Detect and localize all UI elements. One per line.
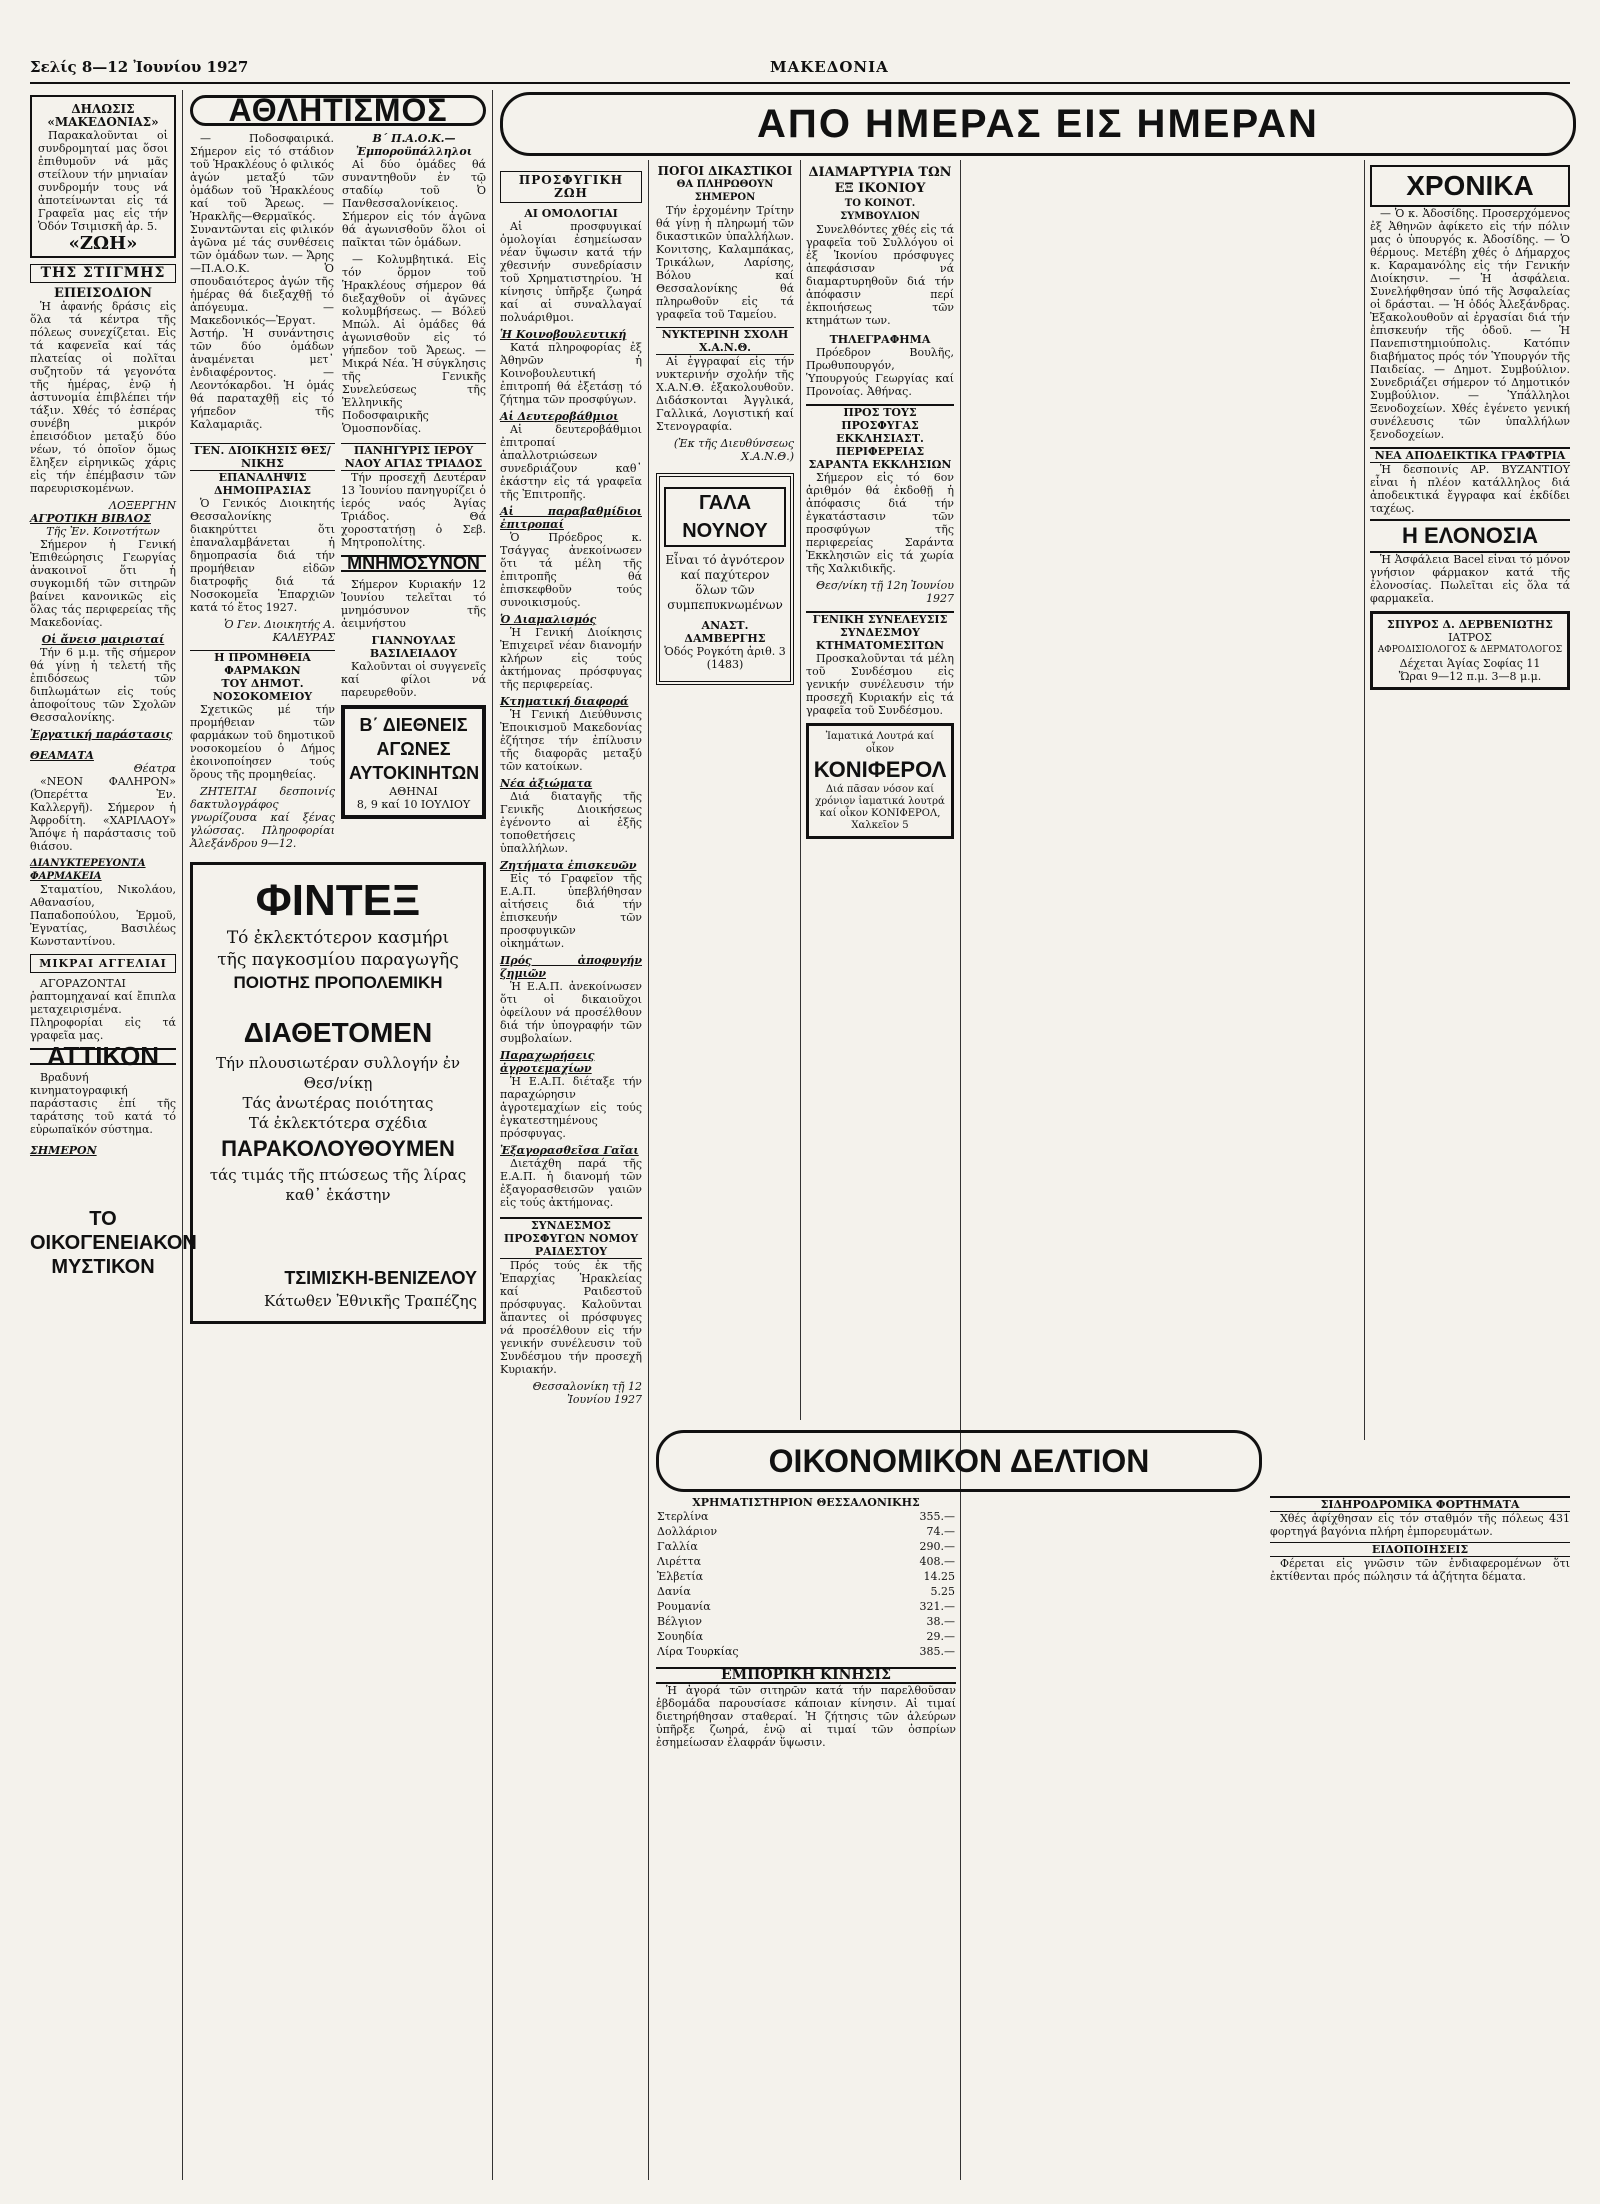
exagorasi-text: Διετάχθη παρά τῆς Ε.Α.Π. ἡ διανομή τῶν ἐξαγορασθεισῶν γαιῶν εἰς τούς ἀκτήμονας. [500, 1157, 642, 1209]
rate-row [656, 1629, 956, 1644]
gala-ad [656, 473, 794, 685]
epitropai-heading: Αἱ παραβαθμίδιοι ἐπιτροπαί [500, 505, 642, 531]
attikon-text: Βραδυνή κινηματογραφική παράστασις ἐπί τῆς ταράτσης τοῦ κατά τό εὐρωπαϊκόν σύστημα. [30, 1071, 176, 1136]
mnimosynon-name: ΓΙΑΝΝΟΥΛΑΣ ΒΑΣΙΛΕΙΑΔΟΥ [369, 634, 458, 660]
column-4 [656, 165, 794, 1420]
epitropai-text: Ὁ Πρόεδρος κ. Τσάγγας ἀνεκοίνωσεν ὅτι τά μέλη τῆς ἐπιτροπῆς θά ἐπισκεφθοῦν τούς συνοικισμούς. [500, 531, 642, 609]
rate-value: 38.— [926, 1615, 955, 1628]
genikh-text: Προσκαλοῦνται τά μέλη τοῦ Συνδέσμου εἰς γενικήν συνέλευσιν τήν προσεχῆ Κυριακήν εἰς τά γραφεῖα τοῦ Συνδέσμου. [806, 652, 954, 717]
nykteriki-heading: ΝΥΚΤΕΡΙΝΗ ΣΧΟΛΗ Χ.Α.Ν.Θ. [656, 327, 794, 355]
koniferol-text: Διά πᾶσαν νόσον καί χρόνιον ἰαματικά λουτρά καί οἶκον ΚΟΝΙΦΕΡΟΛ, Χαλκεῖον 5 [815, 784, 945, 831]
deuterovathmioi-heading: Αἱ Δευτεροβάθμιοι [500, 410, 619, 423]
rate-value: 74.— [926, 1525, 955, 1538]
oikonomikon-heading: ΟΙΚΟΝΟΜΙΚΟΝ ΔΕΛΤΙΟΝ [656, 1430, 1262, 1492]
rate-value: 14.25 [923, 1570, 955, 1583]
rate-value: 408.— [919, 1555, 955, 1568]
elonosia-heading: Η ΕΛΟΝΟΣΙΑ [1370, 519, 1570, 553]
pogoi-text: Τήν ἐρχομένην Τρίτην θά γίνῃ ἡ πληρωμή τῶν δικαστικῶν ὑπαλλήλων. Κονιτσης, Καλαμπάκας, Τρικάλων, Λαρίσης, Βόλου καί Θεσσαλονίκης θά πληρωθοῦν εἰς τά γραφεῖα τοῦ Ταμείου. [656, 204, 794, 321]
rate-value: 290.— [919, 1540, 955, 1553]
rate-row [656, 1524, 956, 1539]
fintex-line-8: ΠΑΡΑΚΟΛΟΥΘΟΥΜΕΝ [221, 1136, 455, 1161]
xrimat-heading: ΧΡΗΜΑΤΙΣΤΗΡΙΟΝ ΘΕΣΣΑΛΟΝΙΚΗΣ [692, 1496, 920, 1509]
syndesmos-heading: ΣΥΝΔΕΣΜΟΣ ΠΡΟΣΦΥΓΩΝ ΝΟΜΟΥ ΡΑΙΔΕΣΤΟΥ [500, 1217, 642, 1259]
film-title: ΤΟ ΟΙΚΟΓΕΝΕΙΑΚΟΝ ΜΥΣΤΙΚΟΝ [30, 1208, 197, 1278]
ktimatiki-text: Ἡ Γενική Διεύθυνσις Ἐποικισμοῦ Μακεδονίας ἐζήτησε τήν ἐπίλυσιν τῆς διαφορᾶς μεταξύ τῶν κατοίκων. [500, 708, 642, 773]
gala-text: Εἶναι τό ἀγνότερον καί παχύτερον ὅλων τῶν συμπεπυκνωμένων [665, 553, 785, 612]
rate-value: 355.— [919, 1510, 955, 1523]
genikh-heading: ΓΕΝΙΚΗ ΣΥΝΕΛΕΥΣΙΣ ΣΥΝΔΕΣΜΟΥ ΚΤΗΜΑΤΟΜΕΣΙΤΩΝ [806, 611, 954, 652]
fintex-line-3: ΠΟΙΟΤΗΣ ΠΡΟΠΟΛΕΜΙΚΗ [233, 973, 443, 992]
diamartyria-text: Συνελθόντες χθές εἰς τά γραφεῖα τοῦ Συλλόγου οἱ ἐξ Ἰκονίου πρόσφυγες ἀπεφάσισαν νά διαμαρτυρηθοῦν διά τήν ἀπόφασιν περί ἐκποιήσεως τῶν κτημάτων των. [806, 223, 954, 327]
prosfyges-text: Σήμερον εἰς τό 6ον ἀριθμόν θά ἐκδοθῇ ἡ ἀπόφασις διά τήν ἐγκατάστασιν τῶν προσφύγων τῆς περιφερείας Σαράντα Ἐκκλησιῶν εἰς τά χωρία τῆς Χαλκιδικῆς. [806, 471, 954, 575]
gala-addr: Ὁδός Ρογκότη ἀριθ. 3 [664, 645, 786, 658]
farmakeia-heading: ΔΙΑΝΥΚΤΕΡΕΥΟΝΤΑ ΦΑΡΜΑΚΕΙΑ [30, 858, 146, 882]
fortotika-heading: ΣΙΔΗΡΟΔΡΟΜΙΚΑ ΦΟΡΤΗΜΑΤΑ [1270, 1496, 1570, 1512]
rate-value: 29.— [926, 1630, 955, 1643]
sports-title: ΑΘΛΗΤΙΣΜΟΣ [228, 92, 448, 128]
fintex-line-4: ΔΙΑΘΕΤΟΜΕΝ [243, 1017, 433, 1048]
main-banner: ΑΠΟ ΗΜΕΡΑΣ ΕΙΣ ΗΜΕΡΑΝ [500, 92, 1576, 156]
gala-num: (1483) [706, 658, 744, 671]
fintex-line-5: Τήν πλουσιωτέραν συλλογήν ἐν Θεσ/νίκῃ [215, 1054, 461, 1092]
nea-apod-text: Ἡ δεσποινίς ΑΡ. ΒΥΖΑΝΤΙΟΥ εἶναι ἡ πλέον κατάλληλος διά ἀποδεικτικά ἔγγραφα καί ἐκδίδει ταχέως. [1370, 463, 1570, 515]
mikrai-text: ΑΓΟΡΑΖΟΝΤΑΙ ῥαπτομηχαναί καί ἔπιπλα μεταχειρισμένα. Πληροφορίαι εἰς τά γραφεῖα μας. [30, 977, 176, 1042]
iatros-spec: ΑΦΡΟΔΙΣΙΟΛΟΓΟΣ & ΔΕΡΜΑΤΟΛΟΓΟΣ [1377, 645, 1563, 655]
deuterovathmioi-text: Αἱ δευτεροβάθμιοι ἐπιτροπαί ἀπαλλοτριώσεων συνεδριάζουν καθ᾽ ἑκάστην εἰς τά γραφεῖα τῆς Ἐπιτροπῆς. [500, 423, 642, 501]
koinoboulevtiki-heading: Ἡ Κοινοβουλευτική [500, 328, 627, 341]
farmaka-sub: ΤΟΥ ΔΗΜΟΤ. ΝΟΣΟΚΟΜΕΙΟΥ [212, 677, 313, 703]
omologiai-text: Αἱ προσφυγικαί ὁμολογίαι ἐσημείωσαν νέαν ὕψωσιν κατά τήν χθεσινήν συνεδρίασιν τοῦ Χρηματιστηρίου. Ἡ κίνησις ὑπῆρξε ζωηρά καί αἱ συναλλαγαί πολυάριθμοι. [500, 220, 642, 324]
fintex-line-9: τάς τιμάς τῆς πτώσεως τῆς λίρας [209, 1166, 467, 1184]
panigyris-title: ΠΑΝΗΓΥΡΙΣ ΙΕΡΟΥ ΝΑΟΥ ΑΓΙΑΣ ΤΡΙΑΔΟΣ [341, 443, 486, 471]
rates-table [656, 1509, 956, 1659]
fintex-line-1: Τό ἐκλεκτότερον κασμήρι [226, 928, 450, 948]
column-5b [966, 165, 1358, 1420]
zitimata-heading: Ζητήματα ἐπισκευῶν [500, 859, 637, 872]
agrotiki-sub: Τῆς Ἐν. Κοινοτήτων [46, 525, 160, 538]
xronika-heading: ΧΡΟΝΙΚΑ [1370, 165, 1570, 207]
ergatiki-heading: Ἐργατική παράστασις [30, 728, 173, 741]
sports-text-2: Αἱ δύο ὁμάδες θά συναντηθοῦν ἐν τῷ σταδίῳ τοῦ Ὀ Πανθεσσαλονίκειος. Σήμερον εἰς τόν ἀγῶνα θά ἀγωνισθοῦν ὅλοι οἱ παῖκται τῶν ὁμάδων. [342, 158, 486, 249]
anisi-heading: Οἱ ἄνεισ μαιρισταί [41, 633, 165, 646]
page-header [30, 58, 1570, 80]
emporiki-text: Ἡ ἀγορά τῶν σιτηρῶν κατά τήν παρελθοῦσαν ἑβδομάδα παρουσίασε κάποιαν κίνησιν. Αἱ τιμαί διετηρήθησαν σταθεραί. Ἡ ζήτησις τῶν ἀλεύρων ὑπῆρξε ζωηρά, ἐνῷ αἱ τιμαί τῶν ὀσπρίων ἐσημείωσαν ἐλαφράν ὕψωσιν. [656, 1684, 956, 1749]
apofygi-heading: Πρός ἀποφυγήν ζημιῶν [500, 954, 642, 980]
iatros-addr: Δέχεται Ἁγίας Σοφίας 11 [1399, 657, 1541, 670]
notice-title: ΔΗΛΩΣΙΣ «ΜΑΚΕΔΟΝΙΑΣ» [47, 102, 159, 129]
nea-axiomata-heading: Νέα ἀξιώματα [500, 777, 593, 790]
prosfyges-sign: Θεσ/νίκη τῇ 12η Ἰουνίου 1927 [815, 579, 954, 605]
agones-date: 8, 9 καί 10 ΙΟΥΛΙΟΥ [356, 798, 471, 811]
diamartyria-heading: ΔΙΑΜΑΡΤΥΡΙΑ ΤΩΝ ΕΞ ΙΚΟΝΙΟΥ [808, 165, 952, 196]
gala-title: ΓΑΛΑ ΝΟΥΝΟΥ [664, 487, 786, 547]
nykteriki-text: Αἱ ἐγγραφαί εἰς τήν νυκτερινήν σχολήν τῆς Χ.Α.Ν.Θ. ἐξακολουθοῦν. Διδάσκονται Ἀγγλικά, Γαλλικά, Λογιστική καί Στενογραφία. [656, 355, 794, 433]
column-2 [190, 92, 486, 2180]
pogoi-heading: ΠΟΓΟΙ ΔΙΚΑΣΤΙΚΟΙ [657, 164, 793, 178]
dioikisis-title: ΓΕΝ. ΔΙΟΙΚΗΣΙΣ ΘΕΣ/ΝΙΚΗΣ [190, 443, 335, 471]
syndesmos-sign: Θεσσαλονίκη τῇ 12 Ἰουνίου 1927 [532, 1380, 642, 1406]
mid-blocks [190, 443, 486, 854]
episodion-heading: ΕΠΕΙΣΟΔΙΟΝ [53, 286, 153, 301]
farmaka-title: Η ΠΡΟΜΗΘΕΙΑ ΦΑΡΜΑΚΩΝ [190, 650, 335, 677]
dioikisis-sign: Ὁ Γεν. Διοικητής Α. ΚΑΛΕΥΡΑΣ [224, 618, 335, 644]
header-date: Σελίς 8—12 Ἰουνίου 1927 [30, 58, 249, 76]
dimarxia-heading: Ὁ Διαμαλισμός [500, 613, 597, 626]
attikon-title: ΑΤΤΙΚΟΝ [30, 1048, 176, 1065]
nykteriki-sign: (Ἐκ τῆς Διευθύνσεως Χ.Α.Ν.Θ.) [673, 437, 794, 463]
diamartyria-sub: ΤΟ ΚΟΙΝΟΤ. ΣΥΜΒΟΥΛΙΟΝ [840, 198, 920, 222]
dioikisis-text: Ὁ Γενικός Διοικητής Θεσσαλονίκης διακηρύττει ὅτι ἐπαναλαμβάνεται ἡ δημοπρασία διά τήν προμήθειαν εἰδῶν διατροφῆς διά τά Νοσοκομεῖα Ἐπαρχιῶν κατά τό ἔτος 1927. [190, 497, 335, 614]
sports-text-3: — Κολυμβητικά. Εἰς τόν ὅρμον τοῦ Ἡρακλέους σήμερον θά διεξαχθοῦν οἱ ἀγῶνες κολυμβήσεως. — Βόλεϋ Μπώλ. Αἱ ὁμάδες θά ἀγωνισθοῦν εἰς τό γήπεδον τοῦ Ἄρεως. — Μικρά Νέα. Ἡ σύγκλησις τῆς Γενικῆς Συνελεύσεως τῆς Ἑλληνικῆς Ποδοσφαιρικῆς Ὁμοσπονδίας. [342, 253, 486, 435]
eidopoiiseis-text: Φέρεται εἰς γνῶσιν τῶν ἐνδιαφερομένων ὅτι ἐκτίθενται πρός πώλησιν τά ἀζήτητα δέματα. [1270, 1557, 1570, 1583]
theamata-text: «ΝΕΟΝ ΦΑΛΗΡΟΝ» (Ὀπερέττα Ἐν. Καλλεργῆ). Σήμερον ἡ Ἀφροδίτη. «ΧΑΡΙΛΑΟΥ» Ἄπόψε ἡ παράστασις τοῦ θιάσου. [30, 775, 176, 853]
episodion-text: Ἡ ἀφανής δράσις εἰς ὅλα τά κέντρα τῆς πόλεως συνεχίζεται. Εἰς τά καφενεῖα καί τάς πλατείας οἱ πολῖται συζητοῦν τά γεγονότα τῆς ἡμέρας, ἐνῷ ἡ ἀστυνομία ἐπιβλέπει τήν τάξιν. Χθές τό ἑσπέρας συνέβη μικρόν ἐπεισόδιον μεταξύ δύο νέων, τό ὁποῖον ὅμως ἔληξεν εἰρηνικῶς χάρις εἰς τήν ἐπέμβασιν τῶν παρευρισκομένων. [30, 300, 176, 495]
col-divider-3 [648, 160, 649, 2180]
dioikisis-sub: ΕΠΑΝΑΛΗΨΙΣ ΔΗΜΟΠΡΑΣΙΑΣ [213, 471, 312, 497]
mnimosynon-title: ΜΝΗΜΟΣΥΝΟΝ [341, 555, 486, 572]
farmakeia-text: Σταματίου, Νικολάου, Αθανασίου, Παπαδοπούλου, Ἑρμοῦ, Ἐγνατίας, Βασιλέως Κωνσταντίνου. [30, 883, 176, 948]
sports-subheading: Β΄ Π.Α.Ο.Κ.—Ἐμποροϋπάλληλοι [355, 132, 473, 158]
agones-ad [341, 705, 486, 819]
agrotiki-text: Σήμερον ἡ Γενική Ἐπιθεώρησις Γεωργίας ἀνακοινοῖ ὅτι ἡ συγκομιδή τῶν σιτηρῶν βαίνει κανονικῶς εἰς ὅλας τάς περιφερείας τῆς Μακεδονίας. [30, 538, 176, 629]
elonosia-text: Ἡ Ἀσφάλεια Bacel εἶναι τό μόνον γνήσιον φάρμακον κατά τῆς ἐλονοσίας. Πωλεῖται εἰς ὅλα τά φαρμακεῖα. [1370, 553, 1570, 605]
rate-value: 5.25 [930, 1585, 955, 1598]
economic-col-3 [1270, 1496, 1570, 2176]
rate-row [656, 1554, 956, 1569]
iatros-title: ΙΑΤΡΟΣ [1448, 631, 1492, 644]
koinoboulevtiki-text: Κατά πληροφορίας ἐξ Ἀθηνῶν ἡ Κοινοβουλευτική ἐπιτροπή θά ἐξετάσῃ τό ζήτημα τῶν προσφύγων. [500, 341, 642, 406]
notice-box [30, 95, 176, 258]
simeron-label: ΣΗΜΕΡΟΝ [30, 1144, 97, 1157]
stigmis-heading: ΤΗΣ ΣΤΙΓΜΗΣ [30, 264, 176, 283]
fortotika-text: Χθές ἀφίχθησαν εἰς τόν σταθμόν τῆς πόλεως 431 φορτηγά βαγόνια πλήρη ἐμπορευμάτων. [1270, 1512, 1570, 1538]
agones-city: ΑΘΗΝΑΙ [389, 785, 438, 798]
mikrai-heading: ΜΙΚΡΑΙ ΑΓΓΕΛΙΑΙ [30, 954, 176, 973]
zitoun-text: ΖΗΤΕΙΤΑΙ δεσποινίς δακτυλογράφος γνωρίζουσα καί ξένας γλώσσας. Πληροφορίαι Ἀλεξάνδρου 9—12. [190, 785, 335, 850]
rate-name: Σουηδία [657, 1630, 704, 1643]
panigyris-text: Τήν προσεχῆ Δευτέραν 13 Ἰουνίου πανηγυρίζει ὁ ἱερός ναός Ἁγίας Τριάδος. Θά χοροστατήσῃ ὁ Σεβ. Μητροπολίτης. [341, 471, 486, 549]
apofygi-text: Ἡ Ε.Α.Π. ἀνεκοίνωσεν ὅτι οἱ δικαιοῦχοι ὀφείλουν νά προσέλθουν διά τήν ὑπογραφήν τῶν συμβολαίων. [500, 980, 642, 1045]
koniferol-pre: Ἰαματικά Λουτρά καί οἶκον [825, 731, 935, 755]
ktimatiki-heading: Κτηματική διαφορά [500, 695, 629, 708]
iatros-ad [1370, 611, 1570, 690]
economic-col-1 [656, 1496, 956, 2176]
rate-name: Δανία [657, 1585, 691, 1598]
fintex-store: ΤΣΙΜΙΣΚΗ-ΒΕΝΙΖΕΛΟΥ [284, 1268, 477, 1288]
rate-name: Γαλλία [657, 1540, 698, 1553]
dioikisis-block [190, 443, 335, 854]
tilegrafima-text: Πρόεδρον Βουλῆς, Πρωθυπουργόν, Ὑπουργούς Γεωργίας καί Προνοίας. Ἀθήνας. [806, 346, 954, 398]
gala-agent: ΑΝΑΣΤ. ΔΑΜΒΕΡΓΗΣ [684, 619, 766, 645]
rate-row [656, 1599, 956, 1614]
tilegrafima-heading: ΤΗΛΕΓΡΑΦΗΜΑ [829, 333, 931, 346]
koniferol-title: ΚΟΝΙΦΕΡΟΛ [813, 757, 947, 782]
dimarxia-text: Ἡ Γενική Διοίκησις Ἐπιχειρεῖ νέαν διανομήν κλήρων εἰς τούς ἀκτήμονας πρόσφυγας τῆς περιφερείας. [500, 626, 642, 691]
rate-name: Ἑλβετία [657, 1570, 704, 1583]
fintex-line-7: Τά ἐκλεκτότερα σχέδια [248, 1114, 428, 1132]
theamata-heading: ΘΕΑΜΑΤΑ [30, 749, 94, 762]
col-divider-4 [800, 160, 801, 1420]
nea-apod-heading: ΝΕΑ ΑΠΟΔΕΙΚΤΙΚΑ ΓΡΑΦΤΡΙΑ [1370, 447, 1570, 463]
rate-row [656, 1584, 956, 1599]
column-1 [30, 95, 197, 2180]
theatra-label: Θέατρα [133, 762, 176, 775]
rate-name: Στερλίνα [657, 1510, 709, 1523]
zitimata-text: Εἰς τό Γραφεῖον τῆς Ε.Α.Π. ὑπεβλήθησαν αἰτήσεις διά τήν ἐπισκευήν τῶν προσφυγικῶν οἰκημάτων. [500, 872, 642, 950]
column-5 [806, 165, 954, 1420]
koniferol-ad [806, 723, 954, 839]
rate-name: Λίρα Τουρκίας [657, 1645, 739, 1658]
fintex-store-2: Κάτωθεν Ἐθνικῆς Τραπέζης [263, 1292, 477, 1310]
col-divider-6 [1364, 160, 1365, 1440]
column-6 [1370, 165, 1570, 1445]
mnimosynon-text-2: Καλοῦνται οἱ συγγενεῖς καί φίλοι νά παρευρεθοῦν. [341, 660, 486, 699]
rate-row [656, 1509, 956, 1524]
column-3 [500, 165, 642, 2180]
emporiki-heading: ΕΜΠΟΡΙΚΗ ΚΙΝΗΣΙΣ [656, 1667, 956, 1684]
rate-value: 321.— [919, 1600, 955, 1613]
col-divider-1 [182, 90, 183, 2180]
fintex-line-10: καθ᾽ ἑκάστην [285, 1186, 391, 1204]
rate-value: 385.— [919, 1645, 955, 1658]
xronika-text: — Ὁ κ. Ἀδοσίδης. Προσερχόμενος ἐξ Ἀθηνῶν ἀφίκετο εἰς τήν πόλιν μας ὁ ὑπουργός κ. Ἀδοσίδης. — Ὁ θέρμους. Μετέβη χθές ὁ Δήμαρχος κ. Καραμανόλης εἰς τήν Γενικήν Διοίκησιν. — Ἡ ἀσφάλεια. Συνελήφθησαν ὑπό τῆς Ἀσφαλείας οἱ δράσται. — Ἡ ὁδός Ἀλεξάνδρας. Ἐξακολουθοῦν αἱ ἐργασίαι διά τήν ἐπισκευήν τῆς ὁδοῦ. — Ἡ Πανεπιστημιούπολις. Κατόπιν διαβήματος πρός τόν Ὑπουργόν τῆς Παιδείας. — Δημοτ. Συμβούλιον. Συνεδριάζει σήμερον τό Δημοτικόν Συμβούλιον. — Ὑπάλληλοι Ξενοδοχείων. Χθές ἐγένετο γενική συνέλευσις τῶν ὑπαλλήλων ξενοδοχείων. [1370, 207, 1570, 441]
zoi-label: «ΖΩΗ» [68, 233, 138, 254]
rate-name: Ρουμανία [657, 1600, 711, 1613]
rate-row [656, 1569, 956, 1584]
pogoi-sub: ΘΑ ΠΛΗΡΩΘΟΥΝ ΣΗΜΕΡΟΝ [676, 179, 774, 203]
notice-text: Παρακαλοῦνται οἱ συνδρομηταί μας ὅσοι ἐπιθυμοῦν νά μᾶς στείλουν τήν μηνιαίαν συνδρομήν τους νά ἀποτείνωνται εἰς τά Γραφεῖα μας εἰς τήν Ὁδόν Τσιμισκῆ ἀρ. 5. [38, 129, 168, 233]
fintex-line-2: τῆς παγκοσμίου παραγωγῆς [217, 950, 459, 970]
economic-section [656, 1430, 1570, 2180]
rate-row [656, 1539, 956, 1554]
fintex-line-6: Τάς ἀνωτέρας ποιότητας [242, 1094, 434, 1112]
fintex-brand: ΦΙΝΤΕΞ [255, 876, 421, 925]
iatros-name: ΣΠΥΡΟΣ Δ. ΔΕΡΒΕΝΙΩΤΗΣ [1387, 618, 1553, 631]
mnimosynon-text: Σήμερον Κυριακήν 12 Ἰουνίου τελεῖται τό μνημόσυνον τῆς ἀειμνήστου [341, 578, 486, 630]
rate-row [656, 1614, 956, 1629]
nea-axiomata-text: Διά διαταγῆς τῆς Γενικῆς Διοικήσεως ἐγένοντο αἱ ἑξῆς τοποθετήσεις ὑπαλλήλων. [500, 790, 642, 855]
col-divider-2 [492, 90, 493, 2180]
sports-banner [190, 92, 486, 128]
iatros-hours: Ὥραι 9—12 π.μ. 3—8 μ.μ. [1398, 670, 1542, 683]
syndesmos-text: Πρός τούς ἐκ τῆς Ἐπαρχίας Ἡρακλείας καί Ραιδεστοῦ πρόσφυγας. Καλοῦνται ἅπαντες οἱ πρόσφυγες νά προσέλθουν εἰς τήν γενικήν συνέλευσιν τοῦ Συνδέσμου τήν προσεχῆ Κυριακήν. [500, 1259, 642, 1376]
sports-text: — Ποδοσφαιρικά. Σήμερον εἰς τό στάδιον τοῦ Ἡρακλέους ὁ φιλικός ἀγών μεταξύ τῶν ὁμάδων τοῦ Ἡρακλέους καί τοῦ Ἄρεως. — Ἡρακλῆς—Θερμαϊκός. Συναντῶνται εἰς φιλικόν ἀγῶνα μέ τάς συνθέσεις τῶν ὁμάδων των. — Ἄρης—Π.Α.Ο.Κ. Ὁ σπουδαιότερος ἀγών τῆς ἡμέρας θά διεξαχθῇ τό ἀπόγευμα. — Μακεδονικός—Ἐργατ. Ἀστήρ. Ἡ συνάντησις τῶν δύο ὁμάδων ἀναμένεται μετ᾽ ἐνδιαφέροντος. — Λεοντόκαρδοι. Ἡ ὁμάς θά παραταχθῇ εἰς τό γήπεδον τῆς Καλαμαριᾶς. [190, 132, 334, 431]
rate-name: Λιρέττα [657, 1555, 702, 1568]
prosfygiki-heading: ΠΡΟΣΦΥΓΙΚΗ ΖΩΗ [500, 171, 642, 203]
paraxoriseis-text: Ἡ Ε.Α.Π. διέταξε τήν παραχώρησιν ἀγροτεμαχίων εἰς τούς ἐγκατεστημένους πρόσφυγας. [500, 1075, 642, 1140]
omologiai-heading: ΑΙ ΟΜΟΛΟΓΙΑΙ [524, 207, 618, 220]
rate-name: Δολλάριον [657, 1525, 718, 1538]
sports-columns [190, 132, 486, 437]
fintex-ad [190, 862, 486, 1324]
anisi-text: Τήν 6 μ.μ. τῆς σήμερον θά γίνῃ ἡ τελετή τῆς ἐπιδόσεως τῶν διπλωμάτων εἰς τούς ἀποφοίτους τῶν Σχολῶν Θεσσαλονίκης. [30, 646, 176, 724]
eidopoiiseis-heading: ΕΙΔΟΠΟΙΗΣΕΙΣ [1270, 1542, 1570, 1557]
exagorasi-heading: Ἐξαγορασθεῖσα Γαῖαι [500, 1144, 639, 1157]
signature: ΛΟΞΕΡΓΗΝ [109, 499, 176, 512]
prosfyges-heading: ΠΡΟΣ ΤΟΥΣ ΠΡΟΣΦΥΓΑΣ ΕΚΚΛΗΣΙΑΣΤ. ΠΕΡΙΦΕΡΕΙΑΣ ΣΑΡΑΝΤΑ ΕΚΚΛΗΣΙΩΝ [806, 404, 954, 471]
rate-name: Βέλγιον [657, 1615, 702, 1628]
agrotiki-heading: ΑΓΡΟΤΙΚΗ ΒΙΒΛΟΣ [30, 512, 151, 525]
panigyris-block [341, 443, 486, 854]
farmaka-text: Σχετικῶς μέ τήν προμήθειαν τῶν φαρμάκων τοῦ δημοτικοῦ νοσοκομείου ὁ Δήμος ἐκοινοποίησεν τούς ὅρους τῆς προμηθείας. [190, 703, 335, 781]
paraxoriseis-heading: Παραχωρήσεις ἀγροτεμαχίων [500, 1049, 595, 1075]
rate-row [656, 1644, 956, 1659]
agones-title: Β΄ ΔΙΕΘΝΕΙΣ ΑΓΩΝΕΣ ΑΥΤΟΚΙΝΗΤΩΝ [349, 715, 480, 783]
header-rule [30, 82, 1570, 84]
header-title: ΜΑΚΕΔΟΝΙΑ [770, 58, 889, 76]
